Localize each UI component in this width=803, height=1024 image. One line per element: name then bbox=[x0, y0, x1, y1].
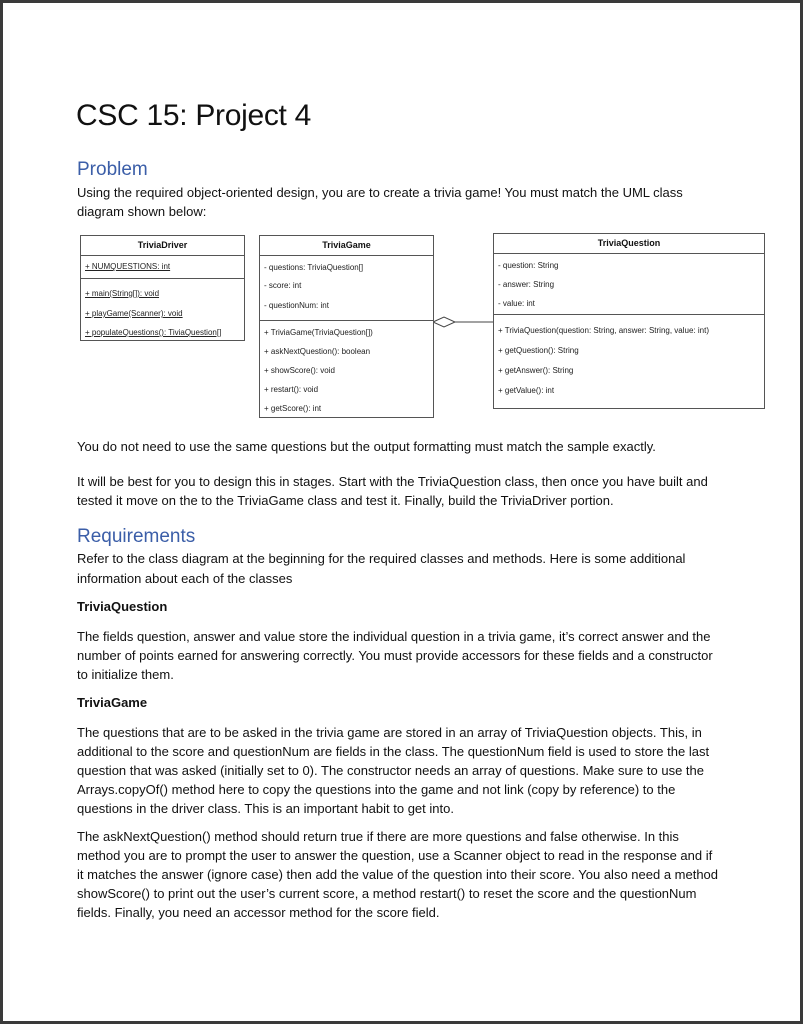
class-field: - value: int bbox=[498, 299, 535, 308]
problem-heading: Problem bbox=[77, 159, 148, 180]
requirements-intro-line-2: information about each of the classes bbox=[77, 571, 293, 586]
uml-class-trivia-game bbox=[259, 235, 434, 418]
trivia-game-p2-line-3: it matches the answer (ignore case) then add the value of the question into their score. You also need a method bbox=[77, 867, 719, 882]
class-fields bbox=[260, 256, 433, 321]
requirements-intro-line-1: Refer to the class diagram at the beginning for the required classes and methods. Here is some additional bbox=[77, 551, 686, 566]
uml-class-trivia-question bbox=[493, 233, 765, 409]
class-fields bbox=[494, 254, 764, 315]
class-method: + TriviaQuestion(question: String, answer: String, value: int) bbox=[498, 326, 709, 335]
formatting-note: You do not need to use the same questions but the output formatting must match the sample exactly. bbox=[77, 439, 656, 454]
class-method: + getAnswer(): String bbox=[498, 366, 574, 375]
class-method: + playGame(Scanner): void bbox=[85, 309, 183, 318]
class-method: + populateQuestions(): TiviaQuestion[] bbox=[85, 328, 222, 337]
trivia-game-p1-line-2: additional to the score and questionNum are fields in the class. The questionNum field is used to store the last bbox=[77, 744, 710, 759]
class-method: + TriviaGame(TriviaQuestion[]) bbox=[264, 328, 373, 337]
class-field: - score: int bbox=[264, 281, 302, 290]
uml-class-trivia-driver bbox=[80, 235, 245, 341]
class-field: + NUMQUESTIONS: int bbox=[85, 262, 171, 271]
trivia-game-p1-line-5: questions in the driver class. This is an important habit to get into. bbox=[77, 801, 454, 816]
problem-intro-line-1: Using the required object-oriented design, you are to create a trivia game! You must match the UML class bbox=[77, 185, 683, 200]
class-method: + restart(): void bbox=[264, 385, 319, 394]
class-field: - questionNum: int bbox=[264, 301, 329, 310]
class-methods bbox=[494, 315, 764, 410]
class-fields bbox=[81, 256, 244, 279]
class-method: + main(String[]): void bbox=[85, 289, 160, 298]
class-name: TriviaGame bbox=[260, 236, 433, 256]
class-methods bbox=[81, 279, 244, 341]
trivia-game-p2-line-1: The askNextQuestion() method should return true if there are more questions and false otherwise. In this bbox=[77, 829, 679, 844]
page-title: CSC 15: Project 4 bbox=[76, 99, 312, 132]
trivia-game-p1-line-3: question that was asked (initially set to 0). The constructor needs an array of questions. Make sure to use the bbox=[77, 763, 704, 778]
class-method: + showScore(): void bbox=[264, 366, 335, 375]
class-name: TriviaQuestion bbox=[494, 234, 764, 254]
trivia-game-p1-line-4: Arrays.copyOf() method here to copy the questions into the game and not link (copy by reference) to the bbox=[77, 782, 676, 797]
class-field: - question: String bbox=[498, 261, 559, 270]
requirements-heading: Requirements bbox=[77, 526, 196, 547]
trivia-question-line-3: to initialize them. bbox=[77, 667, 174, 682]
class-field: - answer: String bbox=[498, 280, 555, 289]
document-page bbox=[3, 3, 800, 1021]
trivia-game-p2-line-2: method you are to prompt the user to answer the question, use a Scanner object to read in the response and if bbox=[77, 848, 713, 863]
trivia-question-line-1: The fields question, answer and value store the individual question in a trivia game, it’s correct answer and the bbox=[77, 629, 711, 644]
trivia-question-line-2: number of points earned for answering correctly. You must provide accessors for these fields and a constructor bbox=[77, 648, 713, 663]
stages-line-2: tested it move on the to the TriviaGame class and test it. Finally, build the TriviaDriver portion. bbox=[77, 493, 614, 508]
trivia-game-heading: TriviaGame bbox=[77, 695, 148, 710]
class-method: + getQuestion(): String bbox=[498, 346, 579, 355]
class-name: TriviaDriver bbox=[81, 236, 244, 256]
trivia-game-p2-line-5: fields. Finally, you need an accessor method for the score field. bbox=[77, 905, 440, 920]
class-method: + getValue(): int bbox=[498, 386, 555, 395]
class-method: + getScore(): int bbox=[264, 404, 322, 413]
trivia-game-p2-line-4: showScore() to print out the user’s current score, a method restart() to reset the score and the questionNum bbox=[77, 886, 697, 901]
trivia-game-p1-line-1: The questions that are to be asked in the trivia game are stored in an array of TriviaQuestion objects. This, in bbox=[77, 725, 702, 740]
class-methods bbox=[260, 321, 433, 419]
class-method: + askNextQuestion(): boolean bbox=[264, 347, 371, 356]
problem-intro-line-2: diagram shown below: bbox=[77, 204, 207, 219]
class-field: - questions: TriviaQuestion[] bbox=[264, 263, 364, 272]
aggregation-diamond-icon bbox=[433, 317, 455, 327]
trivia-question-heading: TriviaQuestion bbox=[77, 599, 168, 614]
stages-line-1: It will be best for you to design this in stages. Start with the TriviaQuestion class, then once you have built and bbox=[77, 474, 708, 489]
